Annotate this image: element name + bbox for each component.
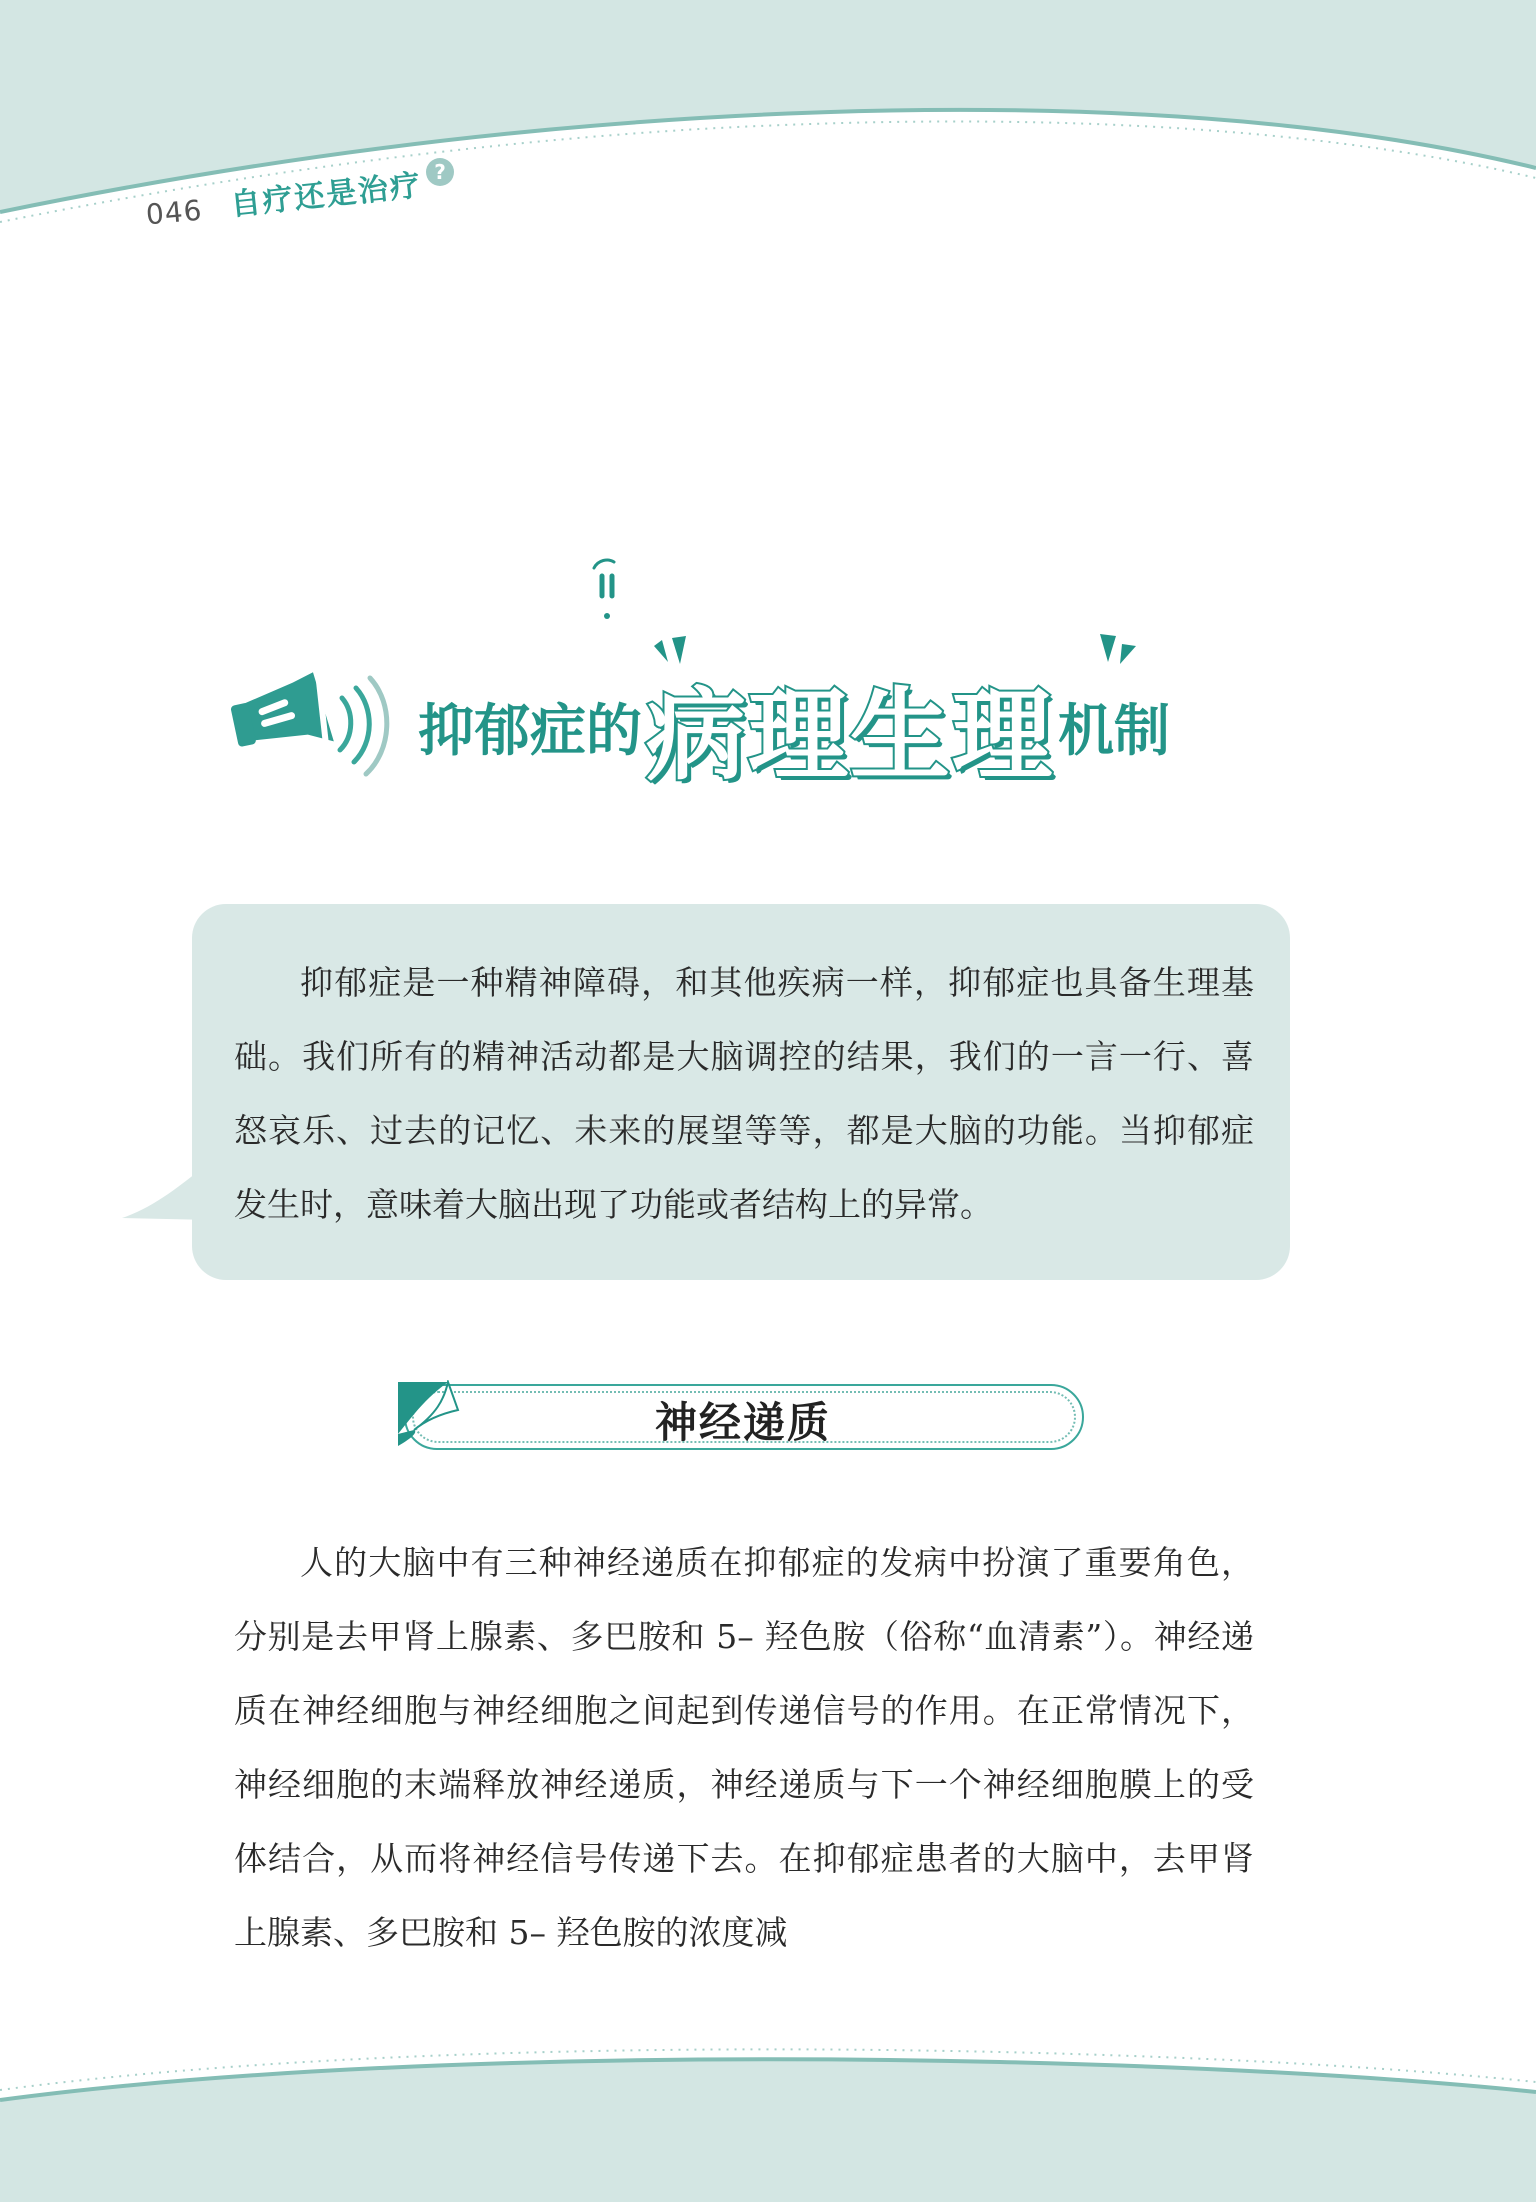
sparkle-right-icon: [1096, 630, 1140, 670]
body-paragraph: 人的大脑中有三种神经递质在抑郁症的发病中扮演了重要角色，分别是去甲肾上腺素、多巴胺和 5– 羟色胺（俗称“血清素”）。神经递质在神经细胞与神经细胞之间起到传递信号的作用。在正常情况下，神经细胞的末端释放神经递质，神经递质与下一个神经细胞膜上的受体结合，从而将神经信号传递下去。在抑郁症患者的大脑中，去甲肾上腺素、多巴胺和 5– 羟色胺的浓度减: [234, 1543, 1254, 1952]
chapter-title: [418, 672, 1170, 794]
chapter-title-highlight: 病理生理: [646, 677, 1054, 794]
section-title: 神经递质: [654, 1398, 831, 1447]
megaphone-icon: [230, 658, 390, 778]
page-number: 046: [144, 193, 204, 232]
book-title: 自疗还是治疗: [229, 168, 424, 223]
exclamation-doodle-icon: [588, 556, 624, 630]
section-heading: [396, 1380, 1090, 1452]
chapter-title-prefix: 抑郁症的: [418, 699, 642, 764]
question-mark-icon: ?: [426, 158, 454, 186]
bottom-band: [0, 2059, 1536, 2202]
chapter-title-suffix: 机制: [1058, 699, 1170, 764]
intro-paragraph: 抑郁症是一种精神障碍，和其他疾病一样，抑郁症也具备生理基础。我们所有的精神活动都是大脑调控的结果，我们的一言一行、喜怒哀乐、过去的记忆、未来的展望等等，都是大脑的功能。当抑郁症发生时，意味着大脑出现了功能或者结构上的异常。: [234, 963, 1254, 1224]
